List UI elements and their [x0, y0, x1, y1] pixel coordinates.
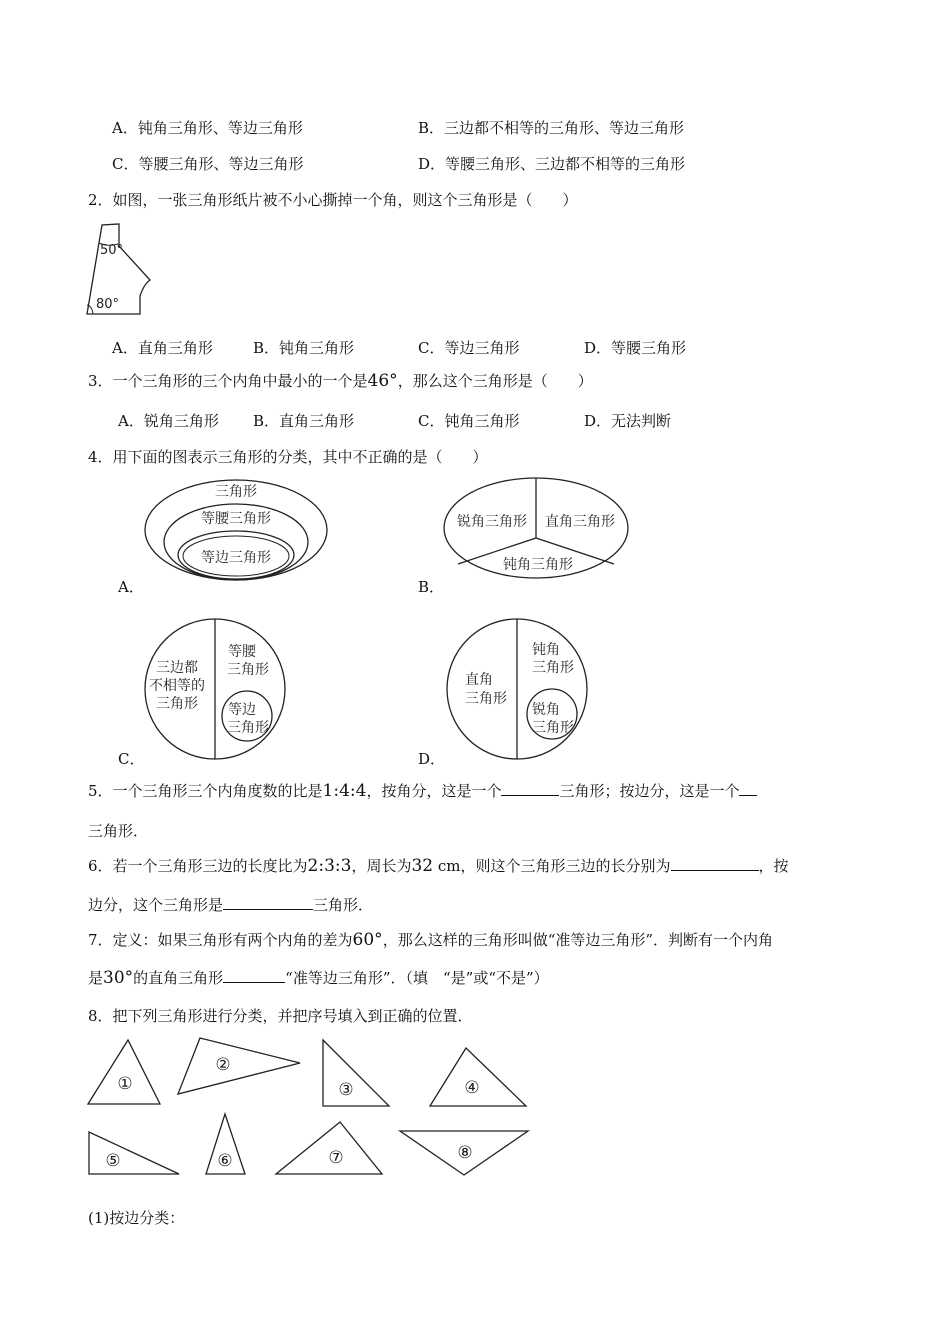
q6-blank-1[interactable] — [671, 856, 759, 871]
q6-line2: 边分，这个三角形是 三角形． — [88, 896, 374, 914]
q6-blank-2[interactable] — [223, 895, 313, 910]
q4a-outer-label: 三角形 — [215, 484, 257, 500]
q2-angle-top: 50° — [100, 243, 124, 258]
q4b-right-label: 直角三角形 — [545, 514, 615, 530]
q3-stem: 3．一个三角形的三个内角中最小的一个是46°，那么这个三角形是（ ） — [88, 371, 593, 391]
q6-line1: 6．若一个三角形三边的长度比为2:3:3，周长为32 cm，则这个三角形三边的长分别为 ，按 — [88, 856, 789, 876]
q4-option-c-label: C． — [118, 750, 145, 768]
q8-triangles-figure — [80, 1030, 540, 1180]
q2-option-b: B．钝角三角形 — [253, 339, 355, 357]
q4d-right-label-line1: 钝角 — [532, 642, 560, 658]
triangle-5 — [89, 1132, 179, 1174]
q4d-inner-label-line2: 三角形 — [532, 720, 574, 736]
q2-option-d: D．等腰三角形 — [584, 339, 687, 357]
q3-option-b: B．直角三角形 — [253, 412, 355, 430]
q2-torn-triangle-figure — [82, 220, 162, 320]
q4d-inner-label-line1: 锐角 — [532, 702, 560, 718]
q3-option-d: D．无法判断 — [584, 412, 672, 430]
triangle-2 — [178, 1038, 300, 1094]
q5-ratio: 1:4:4 — [322, 781, 367, 801]
q2-angle-bottom: 80° — [96, 297, 120, 312]
q8-stem: 8．把下列三角形进行分类，并把序号填入到正确的位置． — [88, 1007, 473, 1025]
q7-blank[interactable] — [223, 968, 285, 983]
q4b-left-label: 锐角三角形 — [457, 514, 527, 530]
q6-perimeter: 32 — [411, 856, 434, 876]
triangle-7-label: ⑦ — [328, 1148, 344, 1168]
triangle-1 — [88, 1040, 160, 1104]
q4d-right-label-line2: 三角形 — [532, 660, 574, 676]
q7-line1: 7．定义：如果三角形有两个内角的差为60°，那么这样的三角形叫做“准等边三角形”．判断有一个内角 — [88, 930, 774, 950]
q4-option-d-label: D． — [418, 750, 446, 768]
q4-stem: 4．用下面的图表示三角形的分类，其中不正确的是（ ） — [88, 448, 488, 466]
q4c-right-label-line1: 等腰 — [228, 644, 256, 660]
q7-value: 60° — [352, 930, 383, 950]
triangle-3-label: ③ — [338, 1080, 354, 1100]
q8-sub1-label: (1)按边分类： — [88, 1209, 185, 1227]
q4-option-a-label: A． — [118, 578, 144, 596]
q1-option-c: C．等腰三角形、等边三角形 — [112, 155, 304, 173]
q5-blank-1[interactable] — [501, 781, 559, 796]
q4d-left-label-line2: 三角形 — [465, 691, 507, 707]
q3-option-c: C．钝角三角形 — [418, 412, 520, 430]
q4-figure-d — [442, 614, 592, 766]
q4-figure-a — [140, 476, 340, 588]
q4a-inner-label: 等边三角形 — [201, 550, 271, 566]
q4c-left-label-line3: 三角形 — [156, 696, 198, 712]
triangle-4-label: ④ — [464, 1078, 480, 1098]
q7-line2-value: 30° — [103, 968, 134, 988]
q3-angle-value: 46° — [367, 371, 398, 391]
q4c-inner-label-line2: 三角形 — [227, 720, 269, 736]
q1-option-a: A．钝角三角形、等边三角形 — [112, 119, 303, 137]
q5-blank-2[interactable] — [739, 781, 757, 796]
q4c-right-label-line2: 三角形 — [227, 662, 269, 678]
q4b-bottom-label: 钝角三角形 — [503, 557, 573, 573]
q7-line2: 是30°的直角三角形 “准等边三角形”．（填 “是”或“不是”） — [88, 968, 549, 988]
q4-figure-b — [440, 474, 634, 584]
q5-line2: 三角形． — [88, 822, 149, 840]
triangle-6-label: ⑥ — [217, 1151, 233, 1171]
q5-line1: 5．一个三角形三个内角度数的比是1:4:4，按角分，这是一个 三角形；按边分，这是一个 — [88, 780, 757, 801]
q3-option-a: A．锐角三角形 — [118, 412, 219, 430]
q2-option-a: A．直角三角形 — [112, 339, 213, 357]
q4-figure-c — [140, 614, 290, 766]
triangle-2-label: ② — [215, 1055, 231, 1075]
q4-option-b-label: B． — [418, 578, 445, 596]
q4a-middle-label: 等腰三角形 — [201, 511, 271, 527]
q4c-left-label-line1: 三边都 — [156, 660, 198, 676]
q1-option-d: D．等腰三角形、三边都不相等的三角形 — [418, 155, 686, 173]
triangle-5-label: ⑤ — [105, 1151, 121, 1171]
q2-option-c: C．等边三角形 — [418, 339, 520, 357]
triangle-8-label: ⑧ — [457, 1143, 473, 1163]
q4c-inner-label-line1: 等边 — [228, 702, 256, 718]
q1-option-b: B．三边都不相等的三角形、等边三角形 — [418, 119, 685, 137]
q4d-left-label-line1: 直角 — [465, 672, 493, 688]
q6-ratio: 2:3:3 — [307, 856, 352, 876]
triangle-3 — [323, 1040, 389, 1106]
q4c-left-label-line2: 不相等的 — [149, 678, 205, 694]
triangle-1-label: ① — [117, 1074, 133, 1094]
q2-stem: 2．如图，一张三角形纸片被不小心撕掉一个角，则这个三角形是（ ） — [88, 191, 578, 209]
